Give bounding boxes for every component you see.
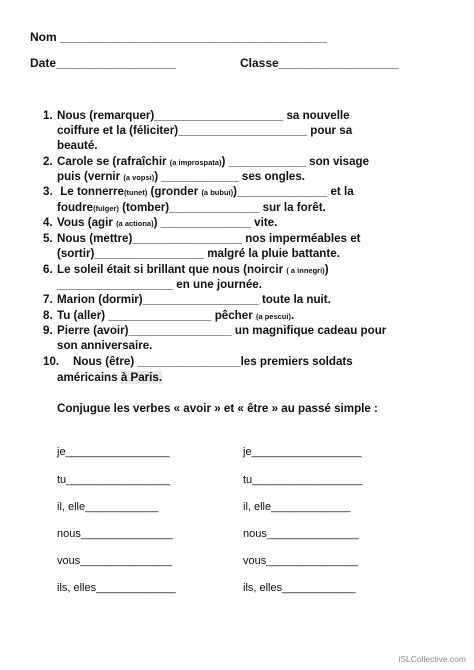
highlighted-text: à Paris.	[120, 371, 163, 384]
exercise-2-line-2: puis (vernir (a vopsi)) ____________ ses ongles.	[57, 170, 306, 183]
exercise-number: 7.	[43, 293, 53, 306]
translation-hint: (a actiona)	[116, 219, 154, 228]
exercise-10-line-2: américains à Paris.	[57, 371, 163, 384]
exercise-3: 3. Le tonnerre(tunet) (gronder (a bubui))______________ et la	[43, 185, 354, 198]
conj-right-tu: tu__________________	[243, 474, 363, 486]
exercise-6: 6. Le soleil était si brillant que nous (noircir ( a innegri))	[43, 263, 329, 276]
translation-hint: (a bubui)	[201, 188, 234, 197]
exercise-5: 5. Nous (mettre)_________________ nos imperméables et	[43, 232, 361, 245]
translation-hint: (a vopsi)	[123, 173, 155, 182]
exercise-number: 5.	[43, 232, 53, 245]
exercise-1-line-3: beauté.	[57, 139, 98, 152]
exercise-5-line-2: (sortir)_________________ malgré la pluie battante.	[57, 247, 340, 260]
exercise-2: 2. Carole se (rafraîchir (a improspata)) ____________ son visage	[43, 155, 370, 168]
conj-right-ils: ils, elles____________	[243, 582, 356, 594]
exercise-4: 4. Vous (agir (a actiona)) ______________ vite.	[43, 216, 278, 229]
exercise-number: 2.	[43, 155, 53, 168]
exercise-10: 10. Nous (être) ________________les premiers soldats	[43, 355, 353, 368]
date-field: Date__________________	[30, 56, 177, 70]
exercise-number: 6.	[43, 263, 53, 276]
translation-hint: (a pescui)	[255, 312, 291, 321]
conj-right-il: il, elle_____________	[243, 501, 351, 513]
conj-right-je: je__________________	[243, 446, 362, 458]
translation-hint: (tunet)	[124, 188, 148, 197]
exercise-number: 1.	[43, 109, 53, 122]
conj-right-vous: vous_______________	[243, 555, 359, 567]
exercise-number: 8.	[43, 309, 53, 322]
conj-left-tu: tu_________________	[57, 474, 171, 486]
exercise-number: 10.	[43, 355, 60, 368]
exercise-8: 8. Tu (aller) ________________ pêcher (a pescui).	[43, 309, 295, 322]
conj-left-je: je_________________	[57, 446, 170, 458]
conj-right-nous: nous_______________	[243, 528, 359, 540]
class-field: Classe__________________	[240, 56, 399, 70]
exercise-1	[43, 108, 350, 123]
exercise-text: Nous (remarquer)____________________ sa nouvelle	[57, 109, 350, 122]
name-field: Nom ________________________________________	[30, 30, 327, 44]
translation-hint: (a improspata)	[169, 158, 222, 167]
exercise-9-line-2: son anniversaire.	[57, 339, 153, 352]
watermark: iSLCollective.com	[398, 654, 466, 664]
conj-left-il: il, elle____________	[57, 501, 159, 513]
exercise-9: 9. Pierre (avoir)________________ un magnifique cadeau pour	[43, 324, 387, 337]
translation-hint: ( a innegri)	[286, 266, 325, 275]
translation-hint: (fulger)	[93, 204, 119, 213]
exercise-number: 9.	[43, 324, 53, 337]
conj-left-ils: ils, elles_____________	[57, 582, 176, 594]
exercise-number: 4.	[43, 216, 53, 229]
conj-left-nous: nous_______________	[57, 528, 173, 540]
conjugation-instruction: Conjugue les verbes « avoir » et « être » au passé simple :	[57, 402, 378, 415]
exercise-7: 7. Marion (dormir)__________________ toute la nuit.	[43, 293, 331, 306]
exercise-6-line-2: __________________ en une journée.	[57, 278, 262, 291]
exercise-number: 3.	[43, 185, 53, 198]
exercise-1-line-2: coiffure et la (féliciter)____________________ pour sa	[57, 124, 353, 137]
conj-left-vous: vous_______________	[57, 555, 173, 567]
exercise-3-line-2: foudre(fulger) (tomber)______________ sur la forêt.	[57, 201, 326, 214]
